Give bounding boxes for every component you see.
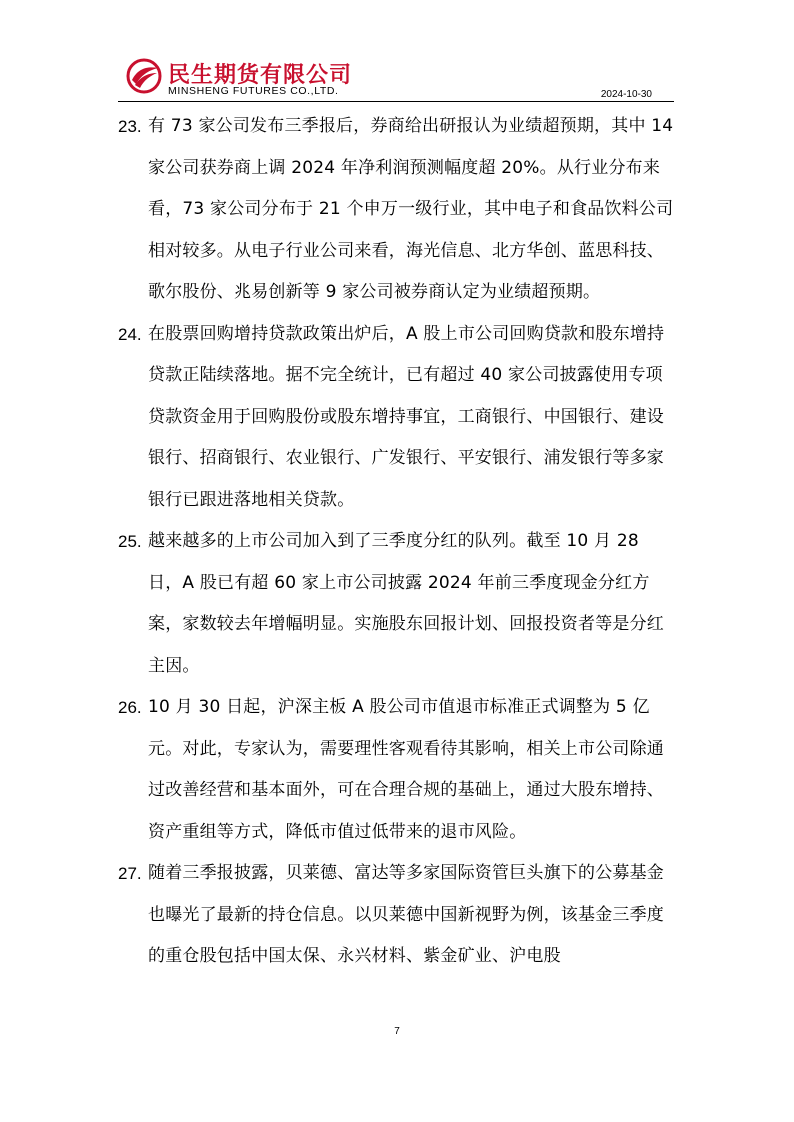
item-number: 24.: [118, 324, 142, 344]
page-number: 7: [394, 1026, 400, 1037]
item-text: 10 月 30 日起，沪深主板 A 股公司市值退市标准正式调整为 5 亿元。对此，专家认为，需要理性客观看待其影响，相关上市公司除通过改善经营和基本面外，可在合理合规的基础上，通过大股东增持、资产重组等方式，降低市值过低带来的退市风险。: [148, 697, 664, 842]
news-list: [118, 106, 678, 978]
company-name-en: MINSHENG FUTURES CO.,LTD.: [168, 85, 339, 97]
list-item: [118, 314, 678, 522]
item-text: 有 73 家公司发布三季报后，券商给出研报认为业绩超预期，其中 14 家公司获券商上调 2024 年净利润预测幅度超 20%。从行业分布来看，73 家公司分布于 21 个申万一级行业，其中电子和食品饮料公司相对较多。从电子行业公司来看，海光信息、北方华创、蓝思科技、歌尔股份、兆易创新等 9 家公司被券商认定为业绩超预期。: [148, 116, 674, 302]
list-item: [118, 106, 678, 314]
item-number: 27.: [118, 864, 142, 883]
list-item: [118, 687, 678, 853]
item-number: 23.: [118, 117, 142, 136]
list-item: [118, 853, 678, 978]
page-header: [118, 52, 674, 104]
item-text: 在股票回购增持贷款政策出炉后，A 股上市公司回购贷款和股东增持贷款正陆续落地。据不完全统计，已有超过 40 家公司披露使用专项贷款资金用于回购股份或股东增持事宜，工商银行、中国银行、建设银行、招商银行、农业银行、广发银行、平安银行、浦发银行等多家银行已跟进落地相关贷款。: [148, 323, 665, 510]
item-number: 25.: [118, 532, 142, 551]
item-text: 随着三季报披露，贝莱德、富达等多家国际资管巨头旗下的公募基金也曝光了最新的持仓信息。以贝莱德中国新视野为例，该基金三季度的重仓股包括中国太保、永兴材料、紫金矿业、沪电股: [148, 863, 664, 966]
header-divider: [118, 101, 674, 102]
company-name-cn: 民生期货有限公司: [168, 63, 353, 88]
item-text: 越来越多的上市公司加入到了三季度分红的队列。截至 10 月 28 日，A 股已有超 60 家上市公司披露 2024 年前三季度现金分红方案，家数较去年增幅明显。实施股东回报计划、回报投资者等是分红主因。: [148, 531, 664, 676]
report-date: 2024-10-30: [600, 89, 652, 100]
company-logo-icon: [126, 58, 162, 94]
list-item: [118, 521, 678, 687]
item-number: 26.: [118, 698, 142, 717]
